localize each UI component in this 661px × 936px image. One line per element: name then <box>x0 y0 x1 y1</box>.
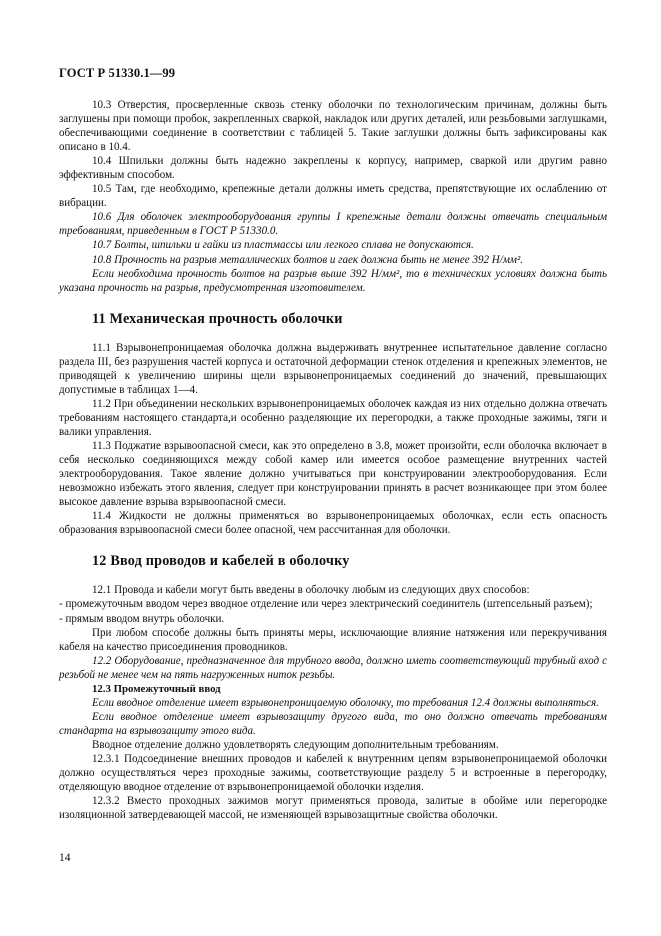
paragraph-10-5: 10.5 Там, где необходимо, крепежные детали должны иметь средства, препятствующие их ослаблению от вибрации. <box>59 183 607 210</box>
paragraph-12-1: 12.1 Провода и кабели могут быть введены в оболочку любым из следующих двух способов: <box>92 584 530 597</box>
paragraph-11-1: 11.1 Взрывонепроницаемая оболочка должна выдерживать внутреннее испытательное давление согласно раздела III, без разрушения частей корпуса и остаточной деформации стенок отделения и крепежных элементов, не приводящей к увеличению ширины щели взрывонепроницаемых соединений до значений, превышающих допустимые в таблицах 1—4. <box>59 341 607 396</box>
page-number: 14 <box>59 852 71 864</box>
paragraph-10-6: 10.6 Для оболочек электрооборудования группы I крепежные детали должны отвечать специальным требованиям, приведенным в ГОСТ Р 51330.0. <box>59 211 607 238</box>
paragraph-12-3-1: 12.3.1 Подсоединение внешних проводов и кабелей к внутренним цепям взрывонепроницаемой оболочки должно осуществляться через проходные зажимы, соответствующие разделу 5 и встроенные в перегородку, отделяющую вводное отделение от взрывонепроницаемой оболочки изделия. <box>59 752 607 794</box>
list-item-intermediate-entry: - промежуточным вводом через вводное отделение или через электрический соединитель (штепсельный разъем); <box>59 598 593 611</box>
subsection-12-3-title: 12.3 Промежуточный ввод <box>92 682 221 695</box>
paragraph-12-3-other-protection: Если вводное отделение имеет взрывозащиту другого вида, то оно должно отвечать требованиям стандарта на взрывозащиту этого вида. <box>59 710 607 737</box>
paragraph-10-3: 10.3 Отверстия, просверленные сквозь стенку оболочки по технологическим причинам, должны быть заглушены при помощи пробок, закрепленных сваркой, накладок или других деталей, или резьбовыми заглушками, обеспечивающими соединение в соответствии с таблицей 5. Такие заглушки должны быть зафиксированы как описано в 10.4. <box>59 99 607 154</box>
paragraph-12-3-2: 12.3.2 Вместо проходных зажимов могут применяться провода, залитые в обойме или перегородке изоляционной затвердевающей массой, не изменяющей взрывозащитные свойства оболочки. <box>59 795 607 822</box>
page-body <box>59 98 607 822</box>
paragraph-12-3-flameproof: Если вводное отделение имеет взрывонепроницаемую оболочку, то требования 12.4 должны выполняться. <box>92 696 599 709</box>
paragraph-10-7: 10.7 Болты, шпильки и гайки из пластмассы или легкого сплава не допускаются. <box>92 239 474 252</box>
paragraph-10-8-note: Если необходима прочность болтов на разрыв выше 392 Н/мм², то в технических условиях должна быть указана прочность на разрыв, предусмотренная изготовителем. <box>59 267 607 294</box>
paragraph-11-3: 11.3 Поджатие взрывоопасной смеси, как это определено в 3.8, может произойти, если оболочка включает в себя несколько соединяющихся между собой камер или имеется особое размещение внутренних частей электрооборудования. Такое явление должно учитываться при конструировании электрооборудования. Если невозможно избежать этого явления, следует при конструировании принять в расчет возникающее при этом более высокое давление взрыва взрывоопасной смеси. <box>59 440 607 509</box>
document-header: ГОСТ Р 51330.1—99 <box>59 66 176 80</box>
paragraph-12-2: 12.2 Оборудование, предназначенное для трубного ввода, должно иметь соответствующий трубный вход с резьбой не менее чем на пять нагруженных ниток резьбы. <box>59 654 607 681</box>
section-12-title: 12 Ввод проводов и кабелей в оболочку <box>92 553 350 570</box>
section-11-title: 11 Механическая прочность оболочки <box>92 310 343 327</box>
paragraph-11-4: 11.4 Жидкости не должны применяться во взрывонепроницаемых оболочках, если есть опасность образования взрывоопасной смеси более опасной, чем рассчитанная для оболочки. <box>59 510 607 537</box>
paragraph-12-1-measures: При любом способе должны быть приняты меры, исключающие влияние натяжения или перекручивания кабеля на качество присоединения проводников. <box>59 626 607 653</box>
paragraph-10-4: 10.4 Шпильки должны быть надежно закреплены к корпусу, например, сваркой или другим равно эффективным способом. <box>59 155 607 182</box>
paragraph-11-2: 11.2 При объединении нескольких взрывонепроницаемых оболочек каждая из них отдельно должна отвечать требованиям настоящего стандарта,и особенно разделяющие их перегородки, а также проходные зажимы, тяги и валики управления. <box>59 397 607 438</box>
paragraph-12-3-additional: Вводное отделение должно удовлетворять следующим дополнительным требованиям. <box>92 738 499 751</box>
list-item-direct-entry: - прямым вводом внутрь оболочки. <box>59 612 225 625</box>
paragraph-10-8: 10.8 Прочность на разрыв металлических болтов и гаек должна быть не менее 392 Н/мм². <box>92 253 524 266</box>
